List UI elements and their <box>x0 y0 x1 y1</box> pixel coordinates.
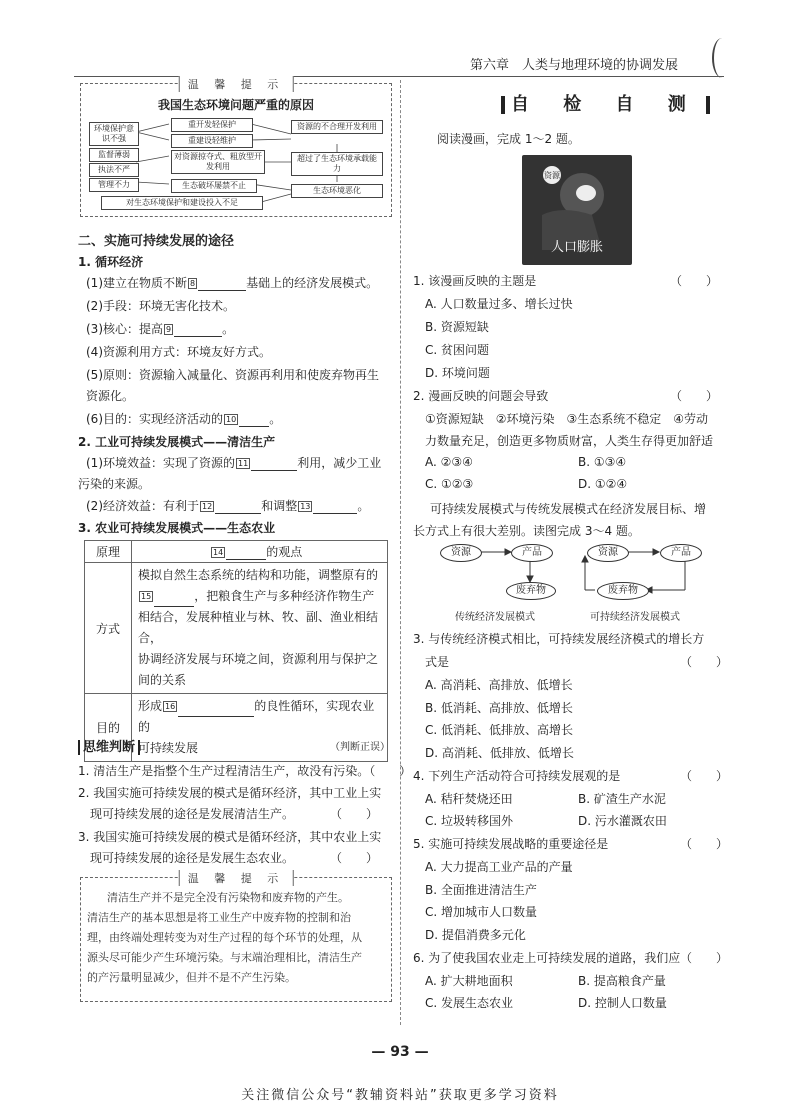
text: 的观点 <box>266 545 303 559</box>
q2-stem: 2. 漫画反映的问题会导致 <box>413 389 549 403</box>
diagram-title: 我国生态环境问题严重的原因 <box>157 98 314 112</box>
blank-number: 13 <box>300 502 311 511</box>
q34-intro-1: 可持续发展模式与传统发展模式在经济发展目标、增 <box>430 502 707 516</box>
q5-answer[interactable]: （ ） <box>680 837 729 851</box>
tip-line-4: 源头尽可能少产生环境污染。与末端治理相比，清洁生产 <box>87 951 362 964</box>
text: 。 <box>222 322 235 336</box>
line-1-5a: (5)原则：资源输入减量化、资源再利用和使废弃物再生 <box>86 368 380 382</box>
q34-intro-2: 长方式上有很大差别。读图完成 3～4 题。 <box>413 524 640 538</box>
method-line-1: 模拟自然生态系统的结构和功能，调整原有的 <box>138 568 379 582</box>
q2-answer[interactable]: （ ） <box>670 389 719 403</box>
trad-product-node: 产品 <box>511 544 553 562</box>
q4-answer[interactable]: （ ） <box>680 769 729 783</box>
q1-option-c[interactable]: C. 贫困问题 <box>425 343 490 357</box>
line-2-1c: 污染的来源。 <box>78 477 151 491</box>
q2-option-b[interactable]: B. ①③④ <box>578 455 627 469</box>
text: 形成 <box>138 699 163 713</box>
subsection-circular-economy: 1. 循环经济 <box>78 255 144 269</box>
q6-answer[interactable]: （ ） <box>680 951 729 965</box>
judge-q2a[interactable]: 2. 我国实施可持续发展的模式是循环经济，其中工业上实 <box>78 786 382 800</box>
q1-option-a[interactable]: A. 人口数量过多、增长过快 <box>425 297 573 311</box>
blank-number: 10 <box>226 415 237 424</box>
text: (1)建立在物质不断 <box>86 276 187 290</box>
blank-number: 9 <box>166 325 172 334</box>
node-capacity-exceeded: 超过了生态环境承载能力 <box>291 152 383 176</box>
tip-box-causes <box>80 78 392 217</box>
line-1-6 <box>86 410 281 427</box>
sustainable-mode-caption: 可持续经济发展模式 <box>590 612 680 623</box>
text: 和调整 <box>261 499 298 513</box>
text: 基础上的经济发展模式。 <box>246 276 379 290</box>
node-weak-supervision: 监督薄弱 <box>89 148 139 162</box>
q6-option-d[interactable]: D. 控制人口数量 <box>578 996 667 1010</box>
judgment-note: （判断正误） <box>330 742 390 753</box>
line-2-1 <box>86 454 381 471</box>
q3-stem-2: 式是 <box>425 655 450 669</box>
node-irrational-use: 资源的不合理开发利用 <box>291 120 383 134</box>
q1-option-b[interactable]: B. 资源短缺 <box>425 320 489 334</box>
q5-option-d[interactable]: D. 提倡消费多元化 <box>425 928 526 942</box>
text: 。 <box>357 499 370 513</box>
blank-number: 12 <box>202 502 213 511</box>
text: (1)环境效益：实现了资源的 <box>86 456 235 470</box>
method-line-2 <box>138 586 381 607</box>
tip-tag: 温 馨 提 示 <box>179 870 294 886</box>
chapter-header: 第六章 人类与地理环境的协调发展 <box>470 58 679 73</box>
traditional-mode-caption: 传统经济发展模式 <box>455 612 535 623</box>
q3-option-b[interactable]: B. 低消耗、高排放、低增长 <box>425 701 573 715</box>
judge-q3b: 现可持续发展的途径是发展生态农业。 （ ） <box>90 851 379 865</box>
section-title: 二、实施可持续发展的途径 <box>78 234 235 249</box>
q1-answer[interactable]: （ ） <box>670 274 719 288</box>
line-1-1 <box>86 274 378 291</box>
tip-line-1: 清洁生产并不是完全没有污染物和废弃物的产生。 <box>107 891 349 904</box>
tip-line-3: 理，由终端处理转变为对生产过程的每个环节的处理，从 <box>87 931 362 944</box>
q2-option-d[interactable]: D. ①②④ <box>578 477 628 491</box>
fill-blank[interactable] <box>313 513 357 514</box>
judgment-header <box>78 736 390 754</box>
page-number: — 93 — <box>371 1044 429 1060</box>
q5-option-b[interactable]: B. 全面推进清洁生产 <box>425 883 537 897</box>
fill-blank[interactable] <box>251 470 297 471</box>
line-1-4: (4)资源利用方式：环境友好方式。 <box>86 345 271 359</box>
sust-waste-node: 废弃物 <box>597 582 649 600</box>
header-decoration <box>712 38 732 78</box>
sust-resource-node: 资源 <box>587 544 629 562</box>
text: 的良性循环，实现农业的 <box>138 699 375 734</box>
q4-option-d[interactable]: D. 污水灌溉农田 <box>578 814 667 828</box>
header-rule <box>74 76 724 77</box>
line-1-5b: 资源化。 <box>86 389 135 403</box>
q3-option-a[interactable]: A. 高消耗、高排放、低增长 <box>425 678 573 692</box>
text: (6)目的：实现经济活动的 <box>86 412 223 426</box>
node-awareness: 环境保护意识不强 <box>89 122 139 146</box>
node-env-deterioration: 生态环境恶化 <box>291 184 383 198</box>
node-poor-management: 管理不力 <box>89 178 139 192</box>
text: (3)核心：提高 <box>86 322 163 336</box>
tip-box-clean-production <box>80 872 392 1002</box>
q6-stem: 6. 为了使我国农业走上可持续发展的道路，我们应 <box>413 951 681 965</box>
row-header-purpose: 目的 <box>85 694 132 762</box>
judgment-title: 思维判断 <box>78 740 140 755</box>
q6-option-c[interactable]: C. 发展生态农业 <box>425 996 514 1010</box>
q2-option-c[interactable]: C. ①②③ <box>425 477 474 491</box>
node-dev-over-protect: 重开发轻保护 <box>171 118 253 132</box>
cartoon-intro: 阅读漫画，完成 1～2 题。 <box>437 132 580 146</box>
node-extensive-use: 对资源掠夺式、粗放型开发利用 <box>171 150 265 174</box>
fill-blank[interactable] <box>226 559 266 560</box>
q3-stem-1: 3. 与传统经济模式相比，可持续发展经济模式的增长方 <box>413 632 705 646</box>
q3-option-d[interactable]: D. 高消耗、低排放、低增长 <box>425 746 574 760</box>
line-1-3 <box>86 320 234 337</box>
q6-option-b[interactable]: B. 提高粮食产量 <box>578 974 666 988</box>
tip-line-2: 清洁生产的基本思想是将工业生产中废弃物的控制和治 <box>87 911 351 924</box>
node-insufficient-investment: 对生态环境保护和建设投入不足 <box>101 196 263 210</box>
column-divider <box>400 80 401 1025</box>
fill-blank[interactable] <box>239 426 269 427</box>
node-lax-enforcement: 执法不严 <box>89 163 139 177</box>
eco-agriculture-table <box>84 540 388 762</box>
q6-option-a[interactable]: A. 扩大耕地面积 <box>425 974 513 988</box>
fill-blank[interactable] <box>174 336 222 337</box>
cartoon-image <box>522 155 632 265</box>
fill-blank[interactable] <box>178 716 254 717</box>
title-bar <box>706 96 710 114</box>
q4-option-b[interactable]: B. 矿渣生产水泥 <box>578 792 666 806</box>
cartoon-caption: 人口膨胀 <box>550 240 603 255</box>
blank-number: 14 <box>213 548 224 557</box>
cartoon-small-label: 资源 <box>544 171 560 180</box>
text: (2)经济效益：有利于 <box>86 499 199 513</box>
q1-option-d[interactable]: D. 环境问题 <box>425 366 490 380</box>
line-2-2 <box>86 497 369 514</box>
row-header-method: 方式 <box>85 563 132 694</box>
blank-number: 11 <box>238 459 249 468</box>
q4-option-a[interactable]: A. 秸秆焚烧还田 <box>425 792 513 806</box>
q2-statements-2: 力数量充足，创造更多物质财富，人类生存得更加舒适 <box>425 434 714 448</box>
q2-statements-1: ①资源短缺 ②环境污染 ③生态系统不稳定 ④劳动 <box>425 412 709 426</box>
trad-waste-node: 废弃物 <box>506 582 556 600</box>
text: 利用，减少工业 <box>297 456 382 470</box>
judge-q3a[interactable]: 3. 我国实施可持续发展的模式是循环经济，其中农业上实 <box>78 830 382 844</box>
node-damage-persists: 生态破坏屡禁不止 <box>171 179 257 193</box>
footer-note: 关注微信公众号“教辅资料站”获取更多学习资料 <box>241 1088 559 1103</box>
trad-resource-node: 资源 <box>440 544 482 562</box>
q3-answer[interactable]: （ ） <box>680 655 729 669</box>
q5-stem: 5. 实施可持续发展战略的重要途径是 <box>413 837 609 851</box>
text: 。 <box>269 412 282 426</box>
sust-product-node: 产品 <box>660 544 702 562</box>
line-1-2: (2)手段：环境无害化技术。 <box>86 299 235 313</box>
q3-option-c[interactable]: C. 低消耗、低排放、高增长 <box>425 723 574 737</box>
q1-stem: 1. 该漫画反映的主题是 <box>413 274 537 288</box>
purpose-line-2: 可持续发展 <box>138 741 199 755</box>
node-build-over-maintain: 重建设轻维护 <box>171 134 253 148</box>
tip-tag: 温 馨 提 示 <box>179 76 294 92</box>
blank-number: 16 <box>165 702 176 711</box>
q5-option-a[interactable]: A. 大力提高工业产品的产量 <box>425 860 573 874</box>
row-header-principle: 原理 <box>85 541 132 563</box>
tip-line-5: 的产污量明显减少，但并不是不产生污染。 <box>87 971 296 984</box>
purpose-line-1 <box>138 696 381 738</box>
subsection-eco-agriculture: 3. 农业可持续发展模式——生态农业 <box>78 521 276 535</box>
principle-cell <box>132 541 388 563</box>
q2-option-a[interactable]: A. ②③④ <box>425 455 473 469</box>
q4-stem: 4. 下列生产活动符合可持续发展观的是 <box>413 769 621 783</box>
self-test-title <box>495 90 716 116</box>
blank-number: 8 <box>190 279 196 288</box>
method-line-4: 协调经济发展与环境之间，资源利用与保护之 <box>138 652 379 666</box>
method-line-5: 间的关系 <box>138 673 187 687</box>
fill-blank[interactable] <box>215 513 261 514</box>
subsection-clean-production: 2. 工业可持续发展模式——清洁生产 <box>78 435 276 449</box>
blank-number: 15 <box>141 592 152 601</box>
method-line-3: 相结合，发展种植业与林、牧、副、渔业相结合， <box>138 610 379 645</box>
text: ，把粮食生产与多种经济作物生产 <box>194 589 375 603</box>
judge-q1[interactable]: 1. 清洁生产是指整个生产过程清洁生产，故没有污染。（ ） <box>78 764 412 778</box>
q4-option-c[interactable]: C. 垃圾转移国外 <box>425 814 514 828</box>
q5-option-c[interactable]: C. 增加城市人口数量 <box>425 905 538 919</box>
title-bar <box>501 96 505 114</box>
method-cell <box>132 563 388 694</box>
judge-q2b: 现可持续发展的途径是发展清洁生产。 （ ） <box>90 807 379 821</box>
fill-blank[interactable] <box>198 290 246 291</box>
title-text: 自 检 自 测 <box>511 94 700 115</box>
